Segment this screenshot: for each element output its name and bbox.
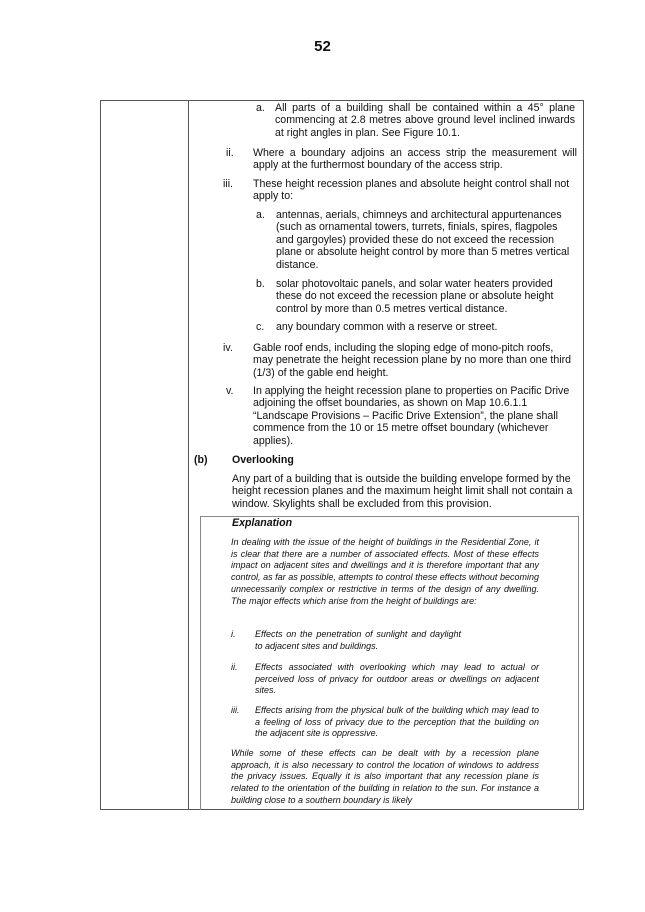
explanation-point-label: iii. [231, 705, 240, 715]
item-text: All parts of a building shall be contained within a 45° plane commencing at 2.8 metres above ground level inclined inwards at right angles in plan. See Figure 10.1. [275, 102, 575, 139]
page-number: 52 [314, 38, 331, 55]
item-text: Where a boundary adjoins an access strip the measurement will apply at the furthermost boundary of the access strip. [253, 147, 577, 172]
column-divider [188, 100, 189, 810]
subitem-text: solar photovoltaic panels, and solar water heaters provided these do not exceed the recession plane or absolute height control by more than 0.5 metres vertical distance. [276, 278, 554, 315]
item-label: a. [256, 102, 265, 114]
section-text: Any part of a building that is outside the building envelope formed by the height recession planes and the maximum height limit shall not contain a window. Skylights shall be excluded from this provision. [232, 473, 573, 510]
explanation-point-text: Effects on the penetration of sunlight and daylight to adjacent sites and buildings. [255, 629, 461, 651]
subitem-text: any boundary common with a reserve or street. [276, 321, 498, 333]
explanation-point-label: ii. [231, 662, 238, 672]
item-label: iv. [223, 342, 233, 354]
subitem-label: c. [256, 321, 265, 333]
section-label: (b) [194, 454, 208, 466]
item-text: These height recession planes and absolute height control shall not apply to: [253, 178, 570, 203]
explanation-point-text: Effects arising from the physical bulk of the building which may lead to a feeling of loss of privacy due to the perception that the building on the adjacent site is oppressive. [255, 705, 539, 739]
subitem-label: a. [256, 209, 265, 221]
explanation-intro: In dealing with the issue of the height of buildings in the Residential Zone, it is clear that there are a number of associated effects. Most of these effects impact on adjacent sites and dwellings and it is therefore important that any control, as far as possible, attempts to control these effects without becoming unnecessarily complex or restrictive in terms of the design of any dwelling. The major effects which arise from the height of buildings are: [231, 537, 539, 606]
subitem-label: b. [256, 278, 265, 290]
item-label: iii. [223, 178, 234, 190]
explanation-heading: Explanation [232, 517, 293, 529]
item-label: v. [226, 385, 234, 397]
subitem-text: antennas, aerials, chimneys and architectural appurtenances (such as ornamental towers, turrets, finials, spires, flagpoles and gargoyles) provided these do not exceed the recession plane or absolute height control by more than 5 metres vertical distance. [276, 209, 570, 271]
item-text: In applying the height recession plane to properties on Pacific Drive adjoining the offset boundaries, as shown on Map 10.6.1.1 “Landscape Provisions – Pacific Drive Extension”, the plane shall commence from the 10 or 15 metre offset boundary (whichever applies). [253, 385, 570, 447]
item-text: Gable roof ends, including the sloping edge of mono-pitch roofs, may penetrate the height recession plane by no more than one third (1/3) of the gable end height. [253, 342, 572, 379]
item-label: ii. [226, 147, 234, 159]
explanation-point-label: i. [231, 629, 236, 639]
section-heading: Overlooking [232, 454, 294, 466]
explanation-point-text: Effects associated with overlooking which may lead to actual or perceived loss of privacy for outdoor areas or dwellings on adjacent sites. [255, 662, 539, 696]
explanation-closing: While some of these effects can be dealt with by a recession plane approach, it is also necessary to control the location of windows to address the privacy issues. Equally it is also important that any recession plane is related to the orientation of the building in relation to the sun. For instance a building close to a southern boundary is likely [231, 748, 539, 805]
